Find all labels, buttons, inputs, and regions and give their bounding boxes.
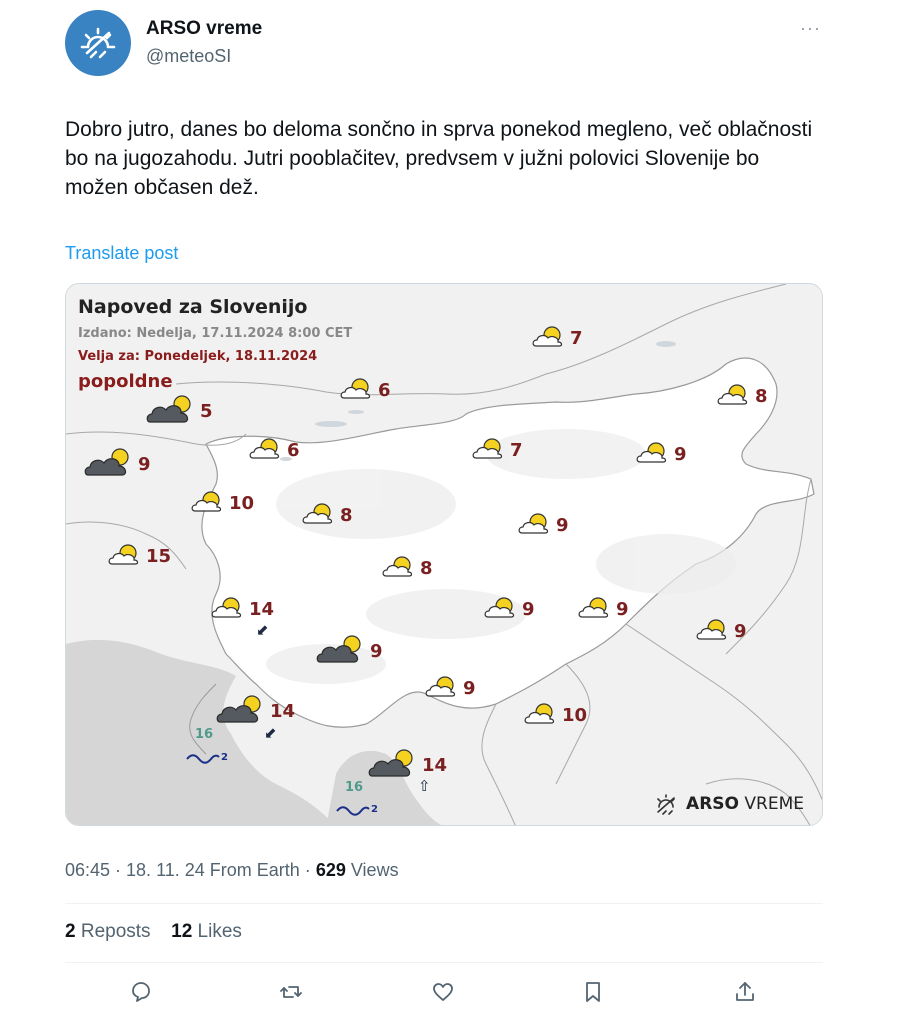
forecast-station-marker bbox=[108, 542, 171, 571]
temperature-value: 9 bbox=[556, 515, 569, 536]
partly-cloudy-icon bbox=[696, 617, 728, 646]
forecast-station-marker bbox=[524, 701, 587, 730]
forecast-station-marker bbox=[518, 511, 569, 540]
temperature-value: 8 bbox=[340, 505, 353, 526]
temperature-value: 7 bbox=[510, 440, 523, 461]
partly-cloudy-icon bbox=[484, 595, 516, 624]
map-period: popoldne bbox=[78, 371, 173, 392]
brand-name: ARSO bbox=[686, 794, 739, 814]
partly-cloudy-icon bbox=[302, 501, 334, 530]
temperature-value: 14 bbox=[422, 755, 448, 776]
temperature-value: 14 bbox=[270, 701, 296, 722]
forecast-station-marker bbox=[191, 489, 254, 518]
map-background bbox=[66, 284, 823, 826]
forecast-station-marker bbox=[340, 376, 391, 405]
sun-logo-icon bbox=[654, 793, 678, 815]
post-meta bbox=[65, 860, 399, 881]
wave-height-value: 2 bbox=[221, 752, 228, 763]
wind-arrow-icon: ⬋ bbox=[256, 621, 269, 639]
temperature-value: 10 bbox=[562, 705, 588, 726]
temperature-value: 9 bbox=[616, 599, 629, 620]
bookmark-button[interactable] bbox=[579, 978, 607, 1006]
temperature-value: 9 bbox=[138, 454, 151, 475]
sea-temperature: 16 bbox=[345, 780, 364, 795]
divider bbox=[65, 962, 823, 963]
wave-height-marker bbox=[186, 752, 228, 764]
forecast-station-marker bbox=[316, 634, 383, 669]
temperature-value: 9 bbox=[674, 444, 687, 465]
likes-stat[interactable] bbox=[171, 921, 242, 942]
forecast-station-marker bbox=[368, 748, 447, 783]
partly-cloudy-icon bbox=[532, 324, 564, 353]
translate-post-link[interactable]: Translate post bbox=[65, 243, 179, 263]
sun-logo-icon bbox=[78, 23, 118, 63]
reply-icon bbox=[129, 980, 153, 1004]
forecast-station-marker bbox=[249, 436, 300, 465]
more-options-icon[interactable]: ··· bbox=[800, 18, 821, 38]
avatar[interactable] bbox=[65, 10, 131, 76]
mostly-cloudy-icon bbox=[368, 748, 416, 783]
temperature-value: 8 bbox=[755, 386, 768, 407]
wave-icon bbox=[336, 804, 370, 816]
share-icon bbox=[733, 980, 757, 1004]
reposts-count: 2 bbox=[65, 921, 76, 942]
partly-cloudy-icon bbox=[717, 382, 749, 411]
account-name[interactable]: ARSO vreme bbox=[146, 18, 263, 39]
repost-icon bbox=[279, 980, 303, 1004]
wind-arrow-icon: ⬋ bbox=[264, 724, 277, 742]
reply-button[interactable] bbox=[127, 978, 155, 1006]
partly-cloudy-icon bbox=[249, 436, 281, 465]
forecast-station-marker bbox=[216, 694, 295, 729]
partly-cloudy-icon bbox=[636, 440, 668, 469]
forecast-station-marker bbox=[472, 436, 523, 465]
forecast-station-marker bbox=[302, 501, 353, 530]
like-icon bbox=[431, 980, 455, 1004]
views-count: 629 bbox=[315, 860, 346, 880]
wave-height-marker bbox=[336, 804, 378, 816]
likes-count: 12 bbox=[171, 921, 193, 942]
wave-icon bbox=[186, 752, 220, 764]
forecast-station-marker bbox=[578, 595, 629, 624]
map-valid-date: Velja za: Ponedeljek, 18.11.2024 bbox=[78, 349, 318, 364]
reposts-label: Reposts bbox=[80, 921, 151, 942]
forecast-station-marker bbox=[425, 674, 476, 703]
sea-temperature: 16 bbox=[195, 727, 214, 742]
forecast-station-marker bbox=[717, 382, 768, 411]
mostly-cloudy-icon bbox=[216, 694, 264, 729]
wave-height-value: 2 bbox=[371, 804, 378, 815]
partly-cloudy-icon bbox=[191, 489, 223, 518]
temperature-value: 14 bbox=[249, 599, 275, 620]
mostly-cloudy-icon bbox=[84, 447, 132, 482]
post-text: Dobro jutro, danes bo deloma sončno in sprva ponekod megleno, več oblačnosti bo na jugozahodu. Jutri pooblačitev, predvsem v južni polovici Slovenije bo možen občasen dež. bbox=[65, 118, 813, 199]
forecast-station-marker bbox=[532, 324, 583, 353]
divider bbox=[65, 903, 823, 904]
partly-cloudy-icon bbox=[518, 511, 550, 540]
partly-cloudy-icon bbox=[340, 376, 372, 405]
temperature-value: 9 bbox=[370, 641, 383, 662]
brand-suffix: VREME bbox=[739, 794, 804, 814]
partly-cloudy-icon bbox=[472, 436, 504, 465]
temperature-value: 15 bbox=[146, 546, 172, 567]
forecast-station-marker bbox=[636, 440, 687, 469]
partly-cloudy-icon bbox=[524, 701, 556, 730]
repost-button[interactable] bbox=[277, 978, 305, 1006]
map-title: Napoved za Slovenijo bbox=[78, 296, 308, 318]
temperature-value: 10 bbox=[229, 493, 255, 514]
temperature-value: 8 bbox=[420, 558, 433, 579]
post-timestamp[interactable]: 06:45 · 18. 11. 24 From Earth · bbox=[65, 860, 311, 880]
map-issued-date: Izdano: Nedelja, 17.11.2024 8:00 CET bbox=[78, 326, 353, 341]
likes-label: Likes bbox=[197, 921, 242, 942]
temperature-value: 9 bbox=[463, 678, 476, 699]
temperature-value: 5 bbox=[200, 401, 213, 422]
views-label: Views bbox=[350, 860, 399, 880]
arso-vreme-logo bbox=[654, 793, 804, 815]
mostly-cloudy-icon bbox=[146, 394, 194, 429]
temperature-value: 9 bbox=[734, 621, 747, 642]
forecast-station-marker bbox=[211, 595, 274, 624]
forecast-station-marker bbox=[146, 394, 213, 429]
partly-cloudy-icon bbox=[211, 595, 243, 624]
forecast-station-marker bbox=[84, 447, 151, 482]
engagement-stats bbox=[65, 921, 242, 943]
forecast-station-marker bbox=[696, 617, 747, 646]
forecast-map-image[interactable] bbox=[65, 283, 823, 826]
like-button[interactable] bbox=[429, 978, 457, 1006]
wind-arrow-icon: ⇧ bbox=[418, 777, 431, 795]
mostly-cloudy-icon bbox=[316, 634, 364, 669]
share-button[interactable] bbox=[731, 978, 759, 1006]
temperature-value: 9 bbox=[522, 599, 535, 620]
temperature-value: 7 bbox=[570, 328, 583, 349]
partly-cloudy-icon bbox=[425, 674, 457, 703]
forecast-station-marker bbox=[484, 595, 535, 624]
partly-cloudy-icon bbox=[108, 542, 140, 571]
partly-cloudy-icon bbox=[382, 554, 414, 583]
temperature-value: 6 bbox=[287, 440, 300, 461]
bookmark-icon bbox=[581, 980, 605, 1004]
temperature-value: 6 bbox=[378, 380, 391, 401]
account-handle[interactable]: @meteoSI bbox=[146, 46, 232, 66]
partly-cloudy-icon bbox=[578, 595, 610, 624]
forecast-station-marker bbox=[382, 554, 433, 583]
reposts-stat[interactable] bbox=[65, 921, 151, 942]
